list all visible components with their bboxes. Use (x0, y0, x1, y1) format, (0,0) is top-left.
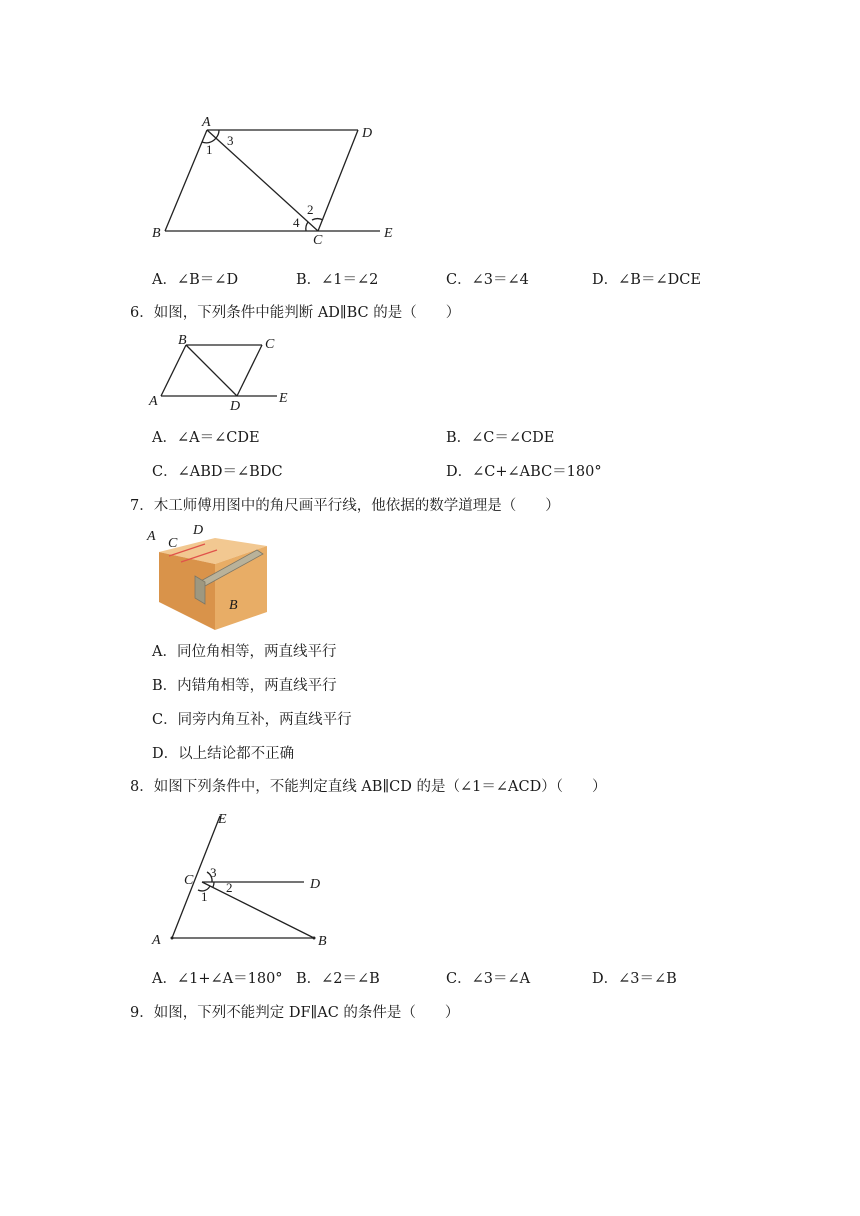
label-angle-3: 3 (210, 865, 217, 880)
label-C: C (184, 873, 194, 888)
point-A (171, 937, 174, 940)
label-A: A (152, 933, 161, 948)
q6-option-a: A．∠A＝∠CDE (152, 430, 260, 446)
q7-option-b: B．内错角相等，两直线平行 (152, 678, 337, 694)
segment-DC (318, 130, 358, 231)
label-angle-4: 4 (293, 215, 300, 230)
figure-q8 (140, 806, 340, 952)
figure-q7-carpenter-square (145, 520, 270, 632)
segment-BA (161, 345, 186, 396)
label-C: C (265, 337, 275, 352)
label-angle-3: 3 (227, 133, 234, 148)
segment-CD (237, 345, 262, 396)
angle-arc-4 (306, 222, 308, 231)
q7-option-c: C．同旁内角互补，两直线平行 (152, 712, 352, 728)
label-E: E (279, 391, 288, 406)
segment-AC (207, 130, 318, 231)
label-C: C (313, 233, 323, 248)
label-B: B (178, 333, 187, 348)
q7-stem: 7．木工师傅用图中的角尺画平行线，他依据的数学道理是（ ） (130, 498, 560, 514)
label-angle-2: 2 (226, 880, 233, 895)
angle-arc-3 (216, 130, 219, 138)
figure-q5 (140, 110, 410, 250)
q8-option-a: A．∠1+∠A＝180° (152, 971, 283, 987)
segment-AB (165, 130, 207, 231)
label-B: B (229, 598, 238, 613)
angle-arc-2 (312, 219, 323, 220)
label-angle-1: 1 (201, 889, 208, 904)
label-B: B (318, 934, 327, 949)
q5-option-d: D．∠B＝∠DCE (592, 272, 701, 288)
q9-stem: 9．如图，下列不能判定 DF∥AC 的条件是（ ） (130, 1005, 460, 1021)
q8-option-b: B．∠2＝∠B (296, 971, 380, 987)
label-angle-2: 2 (307, 202, 314, 217)
angle-arc-2 (213, 882, 214, 887)
segment-CB (202, 882, 314, 938)
q8-option-c: C．∠3＝∠A (446, 971, 531, 987)
q5-option-c: C．∠3＝∠4 (446, 272, 529, 288)
q7-option-d: D．以上结论都不正确 (152, 746, 295, 762)
label-E: E (218, 812, 227, 827)
q6-option-d: D．∠C+∠ABC＝180° (446, 464, 602, 480)
q8-stem: 8．如图下列条件中，不能判定直线 AB∥CD 的是（∠1＝∠ACD）（ ） (130, 779, 607, 795)
label-D: D (193, 523, 204, 538)
label-B: B (152, 226, 161, 241)
block-front-face (159, 552, 215, 630)
q5-option-b: B．∠1＝∠2 (296, 272, 379, 288)
label-D: D (362, 126, 373, 141)
q8-option-d: D．∠3＝∠B (592, 971, 677, 987)
q6-stem: 6．如图，下列条件中能判断 AD∥BC 的是（ ） (130, 305, 461, 321)
segment-BD (186, 345, 237, 396)
q6-option-b: B．∠C＝∠CDE (446, 430, 555, 446)
label-A: A (149, 394, 158, 409)
label-A: A (147, 529, 156, 544)
label-A: A (202, 115, 211, 130)
label-D: D (310, 877, 321, 892)
label-angle-1: 1 (206, 142, 213, 157)
figure-q6 (140, 330, 300, 412)
q7-option-a: A．同位角相等，两直线平行 (152, 644, 337, 660)
q5-option-a: A．∠B＝∠D (152, 272, 239, 288)
label-D: D (230, 399, 241, 412)
label-E: E (384, 226, 393, 241)
label-C: C (168, 536, 178, 551)
point-B (313, 937, 316, 940)
q6-option-c: C．∠ABD＝∠BDC (152, 464, 283, 480)
